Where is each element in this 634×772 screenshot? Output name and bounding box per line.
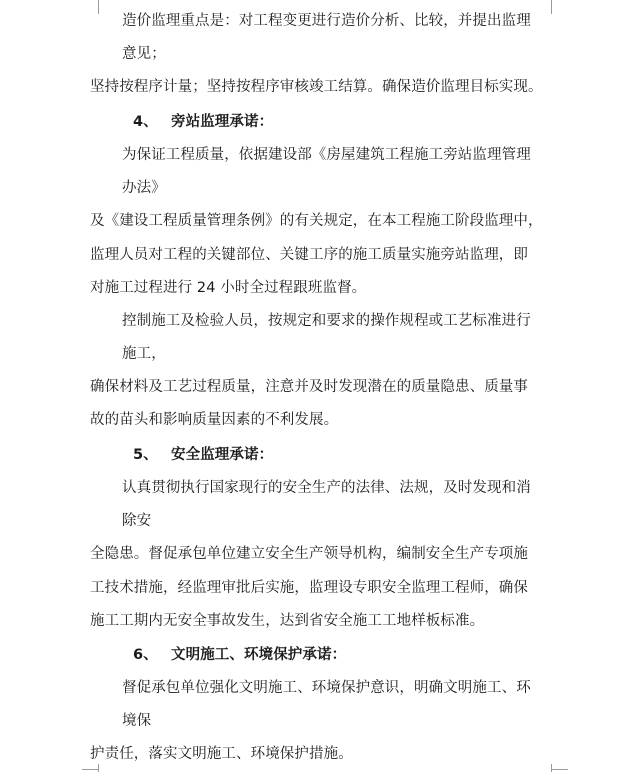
section-number: 6、 [133, 647, 158, 663]
crop-mark-top-left-vertical [98, 0, 99, 14]
body-line: 认真贯彻执行国家现行的安全生产的法律、法规，及时发现和消 [122, 480, 531, 496]
body-line: 对施工过程进行 24 小时全过程跟班监督。 [90, 280, 367, 296]
crop-mark-bottom-right-vertical [551, 764, 552, 772]
section-heading-5 [133, 445, 273, 465]
section-title: 文明施工、环境保护承诺： [171, 647, 347, 663]
section-heading-4 [133, 112, 273, 132]
section-number: 5、 [133, 447, 158, 463]
body-line: 造价监理重点是：对工程变更进行造价分析、比较，并提出监理 [122, 13, 531, 29]
crop-mark-bottom-right-horizontal [552, 769, 568, 770]
body-line: 办法》 [122, 180, 166, 196]
crop-mark-top-right-vertical [551, 0, 552, 14]
section-heading-6 [133, 645, 346, 665]
body-line: 确保材料及工艺过程质量，注意并及时发现潜在的质量隐患、质量事 [90, 379, 528, 395]
section-title: 旁站监理承诺： [171, 114, 274, 130]
body-line: 施工工期内无安全事故发生，达到省安全施工工地样板标准。 [90, 613, 485, 629]
body-line: 监理人员对工程的关键部位、关键工序的施工质量实施旁站监理，即 [90, 247, 528, 263]
body-line: 除安 [122, 513, 152, 529]
body-line: 全隐患。督促承包单位建立安全生产领导机构，编制安全生产专项施 [90, 546, 528, 562]
body-line: 控制施工及检验人员，按规定和要求的操作规程或工艺标准进行 [122, 313, 531, 329]
body-line: 及《建设工程质量管理条例》的有关规定，在本工程施工阶段监理中， [90, 213, 543, 229]
body-line: 意见； [122, 46, 166, 62]
section-title: 安全监理承诺： [171, 447, 274, 463]
body-line: 工技术措施，经监理审批后实施，监理设专职安全监理工程师，确保 [90, 580, 528, 596]
body-line: 境保 [122, 713, 152, 729]
section-number: 4、 [133, 114, 158, 130]
body-line: 护责任，落实文明施工、环境保护措施。 [90, 746, 353, 762]
crop-mark-bottom-left-horizontal [82, 769, 98, 770]
body-line: 督促承包单位强化文明施工、环境保护意识，明确文明施工、环 [122, 680, 531, 696]
body-line: 施工， [122, 346, 166, 362]
body-line: 故的苗头和影响质量因素的不利发展。 [90, 412, 339, 428]
body-line: 坚持按程序计量；坚持按程序审核竣工结算。确保造价监理目标实现。 [90, 79, 543, 95]
body-line: 为保证工程质量，依据建设部《房屋建筑工程施工旁站监理管理 [122, 147, 531, 163]
crop-mark-bottom-left-vertical [98, 764, 99, 772]
